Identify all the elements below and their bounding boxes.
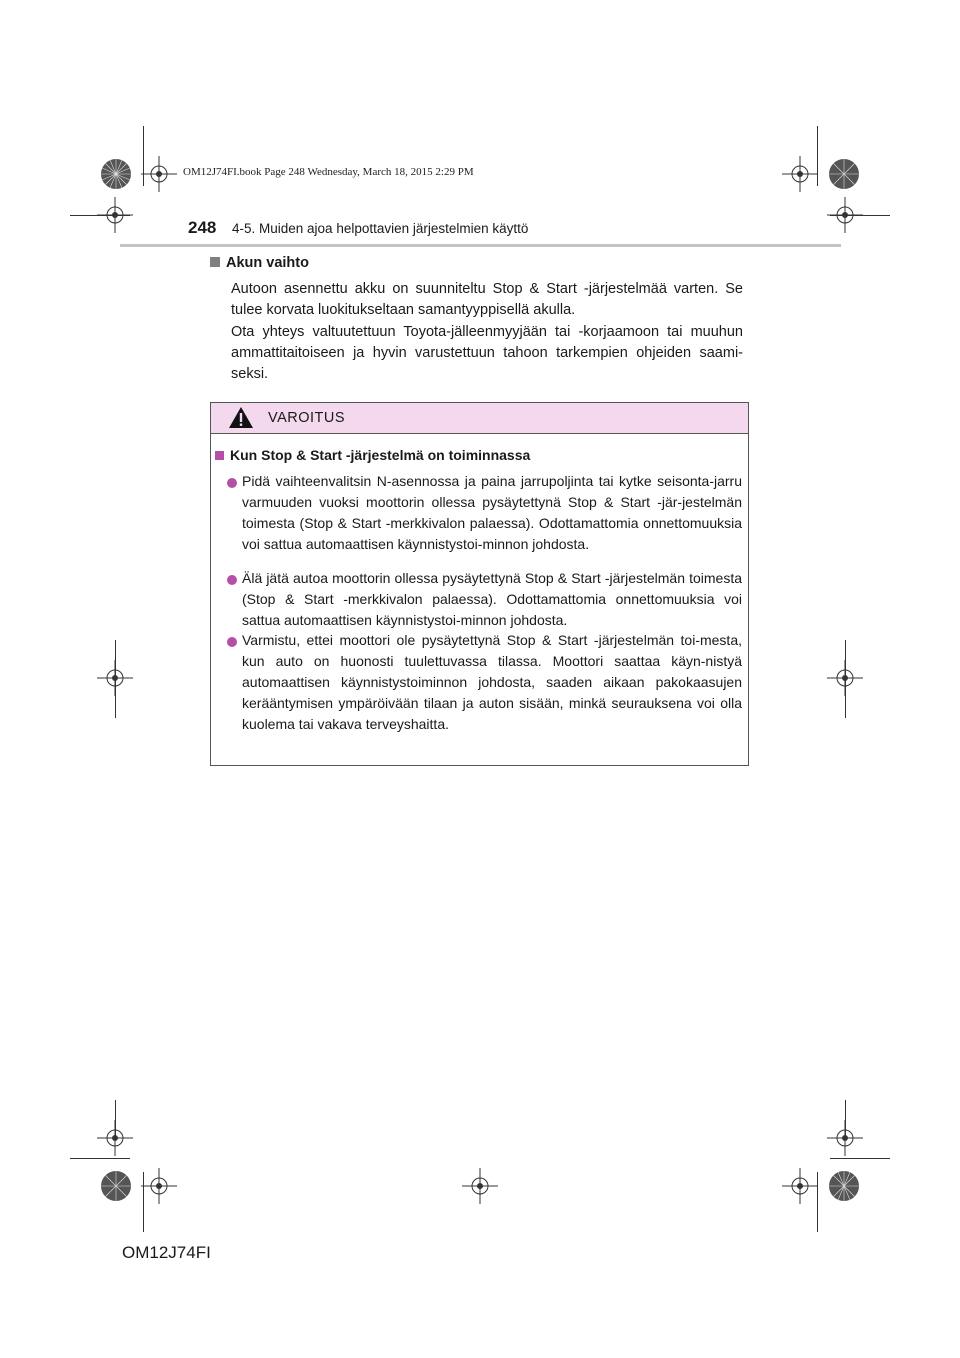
- warning-header: [211, 403, 748, 434]
- registration-starburst-icon: [100, 158, 132, 190]
- bullet-dot-icon: [227, 478, 237, 488]
- header-rule: [120, 244, 841, 247]
- warning-subheading: [215, 447, 530, 463]
- paragraph: Ota yhteys valtuutettuun Toyota-jälleenmyyjään tai -korjaamoon tai muuhun ammattitaitoiseen ja hyvin varustettuun tahoon tarkempien ohjeiden saami-seksi.: [231, 324, 743, 382]
- warning-bullet: Varmistu, ettei moottori ole pysäytettynä Stop & Start -järjestelmän toi-mesta, kun auto on huonosti tuulettuvassa tilassa. Moottori saattaa käyn-nistyä automaattisen käynnistystoiminnon johdosta, saaden aikaan pakokaasujen kerääntymisen ympäröivään tilaan ja auton sisään, minkä seurauksena voi olla kuolema tai vakava terveyshaitta.: [242, 632, 742, 732]
- section-heading-text: Akun vaihto: [226, 255, 309, 271]
- registration-starburst-icon: [828, 1170, 860, 1202]
- registration-starburst-icon: [100, 1170, 132, 1202]
- crosshair-icon: [782, 1168, 818, 1204]
- bullet-dot-icon: [227, 575, 237, 585]
- trim-line: [830, 1158, 890, 1159]
- trim-line: [115, 1100, 116, 1138]
- square-bullet-icon: [215, 451, 224, 460]
- paragraph: Autoon asennettu akku on suunniteltu Stop & Start -järjestelmää varten. Se tulee korvata luokitukseltaan samantyyppisellä akulla.: [231, 281, 743, 318]
- crosshair-icon: [782, 156, 818, 192]
- warning-triangle-icon: [228, 405, 254, 429]
- trim-line: [115, 640, 116, 718]
- crosshair-icon: [141, 1168, 177, 1204]
- section-heading: [210, 255, 309, 271]
- warning-label: VAROITUS: [268, 410, 346, 426]
- warning-box: [210, 402, 749, 766]
- trim-line: [143, 1172, 144, 1232]
- crosshair-icon: [141, 156, 177, 192]
- document-code: OM12J74FI: [122, 1243, 211, 1262]
- book-info: OM12J74FI.book Page 248 Wednesday, March 18, 2015 2:29 PM: [183, 166, 474, 178]
- warning-subheading-text: Kun Stop & Start -järjestelmä on toiminnassa: [230, 447, 531, 463]
- trim-line: [817, 126, 818, 186]
- bullet-dot-icon: [227, 637, 237, 647]
- trim-line: [70, 215, 130, 216]
- trim-line: [845, 1100, 846, 1138]
- warning-bullet: Pidä vaihteenvalitsin N-asennossa ja paina jarrupoljinta tai kytke seisonta-jarru varmuuden vuoksi moottorin ollessa pysäytettynä Stop & Start -jär-jestelmän toimesta (Stop & Start -merkkivalon palaessa). Odottamattomia onnettomuuksia voi sattua automaattisen käynnistystoi-minnon johdosta.: [242, 473, 742, 552]
- registration-starburst-icon: [828, 158, 860, 190]
- warning-bullet: Älä jätä autoa moottorin ollessa pysäytettynä Stop & Start -järjestelmän toimesta (Stop & Start -merkkivalon palaessa). Odottamattomia onnettomuuksia voi sattua automaattisen käynnistystoi-minnon johdosta.: [242, 570, 742, 628]
- square-bullet-icon: [210, 257, 220, 267]
- trim-line: [830, 215, 890, 216]
- trim-line: [143, 126, 144, 186]
- section-title: 4-5. Muiden ajoa helpottavien järjestelmien käyttö: [232, 221, 529, 236]
- trim-line: [817, 1172, 818, 1232]
- trim-line: [845, 640, 846, 718]
- trim-line: [70, 1158, 130, 1159]
- crosshair-icon: [462, 1168, 498, 1204]
- page-number: 248: [188, 218, 217, 237]
